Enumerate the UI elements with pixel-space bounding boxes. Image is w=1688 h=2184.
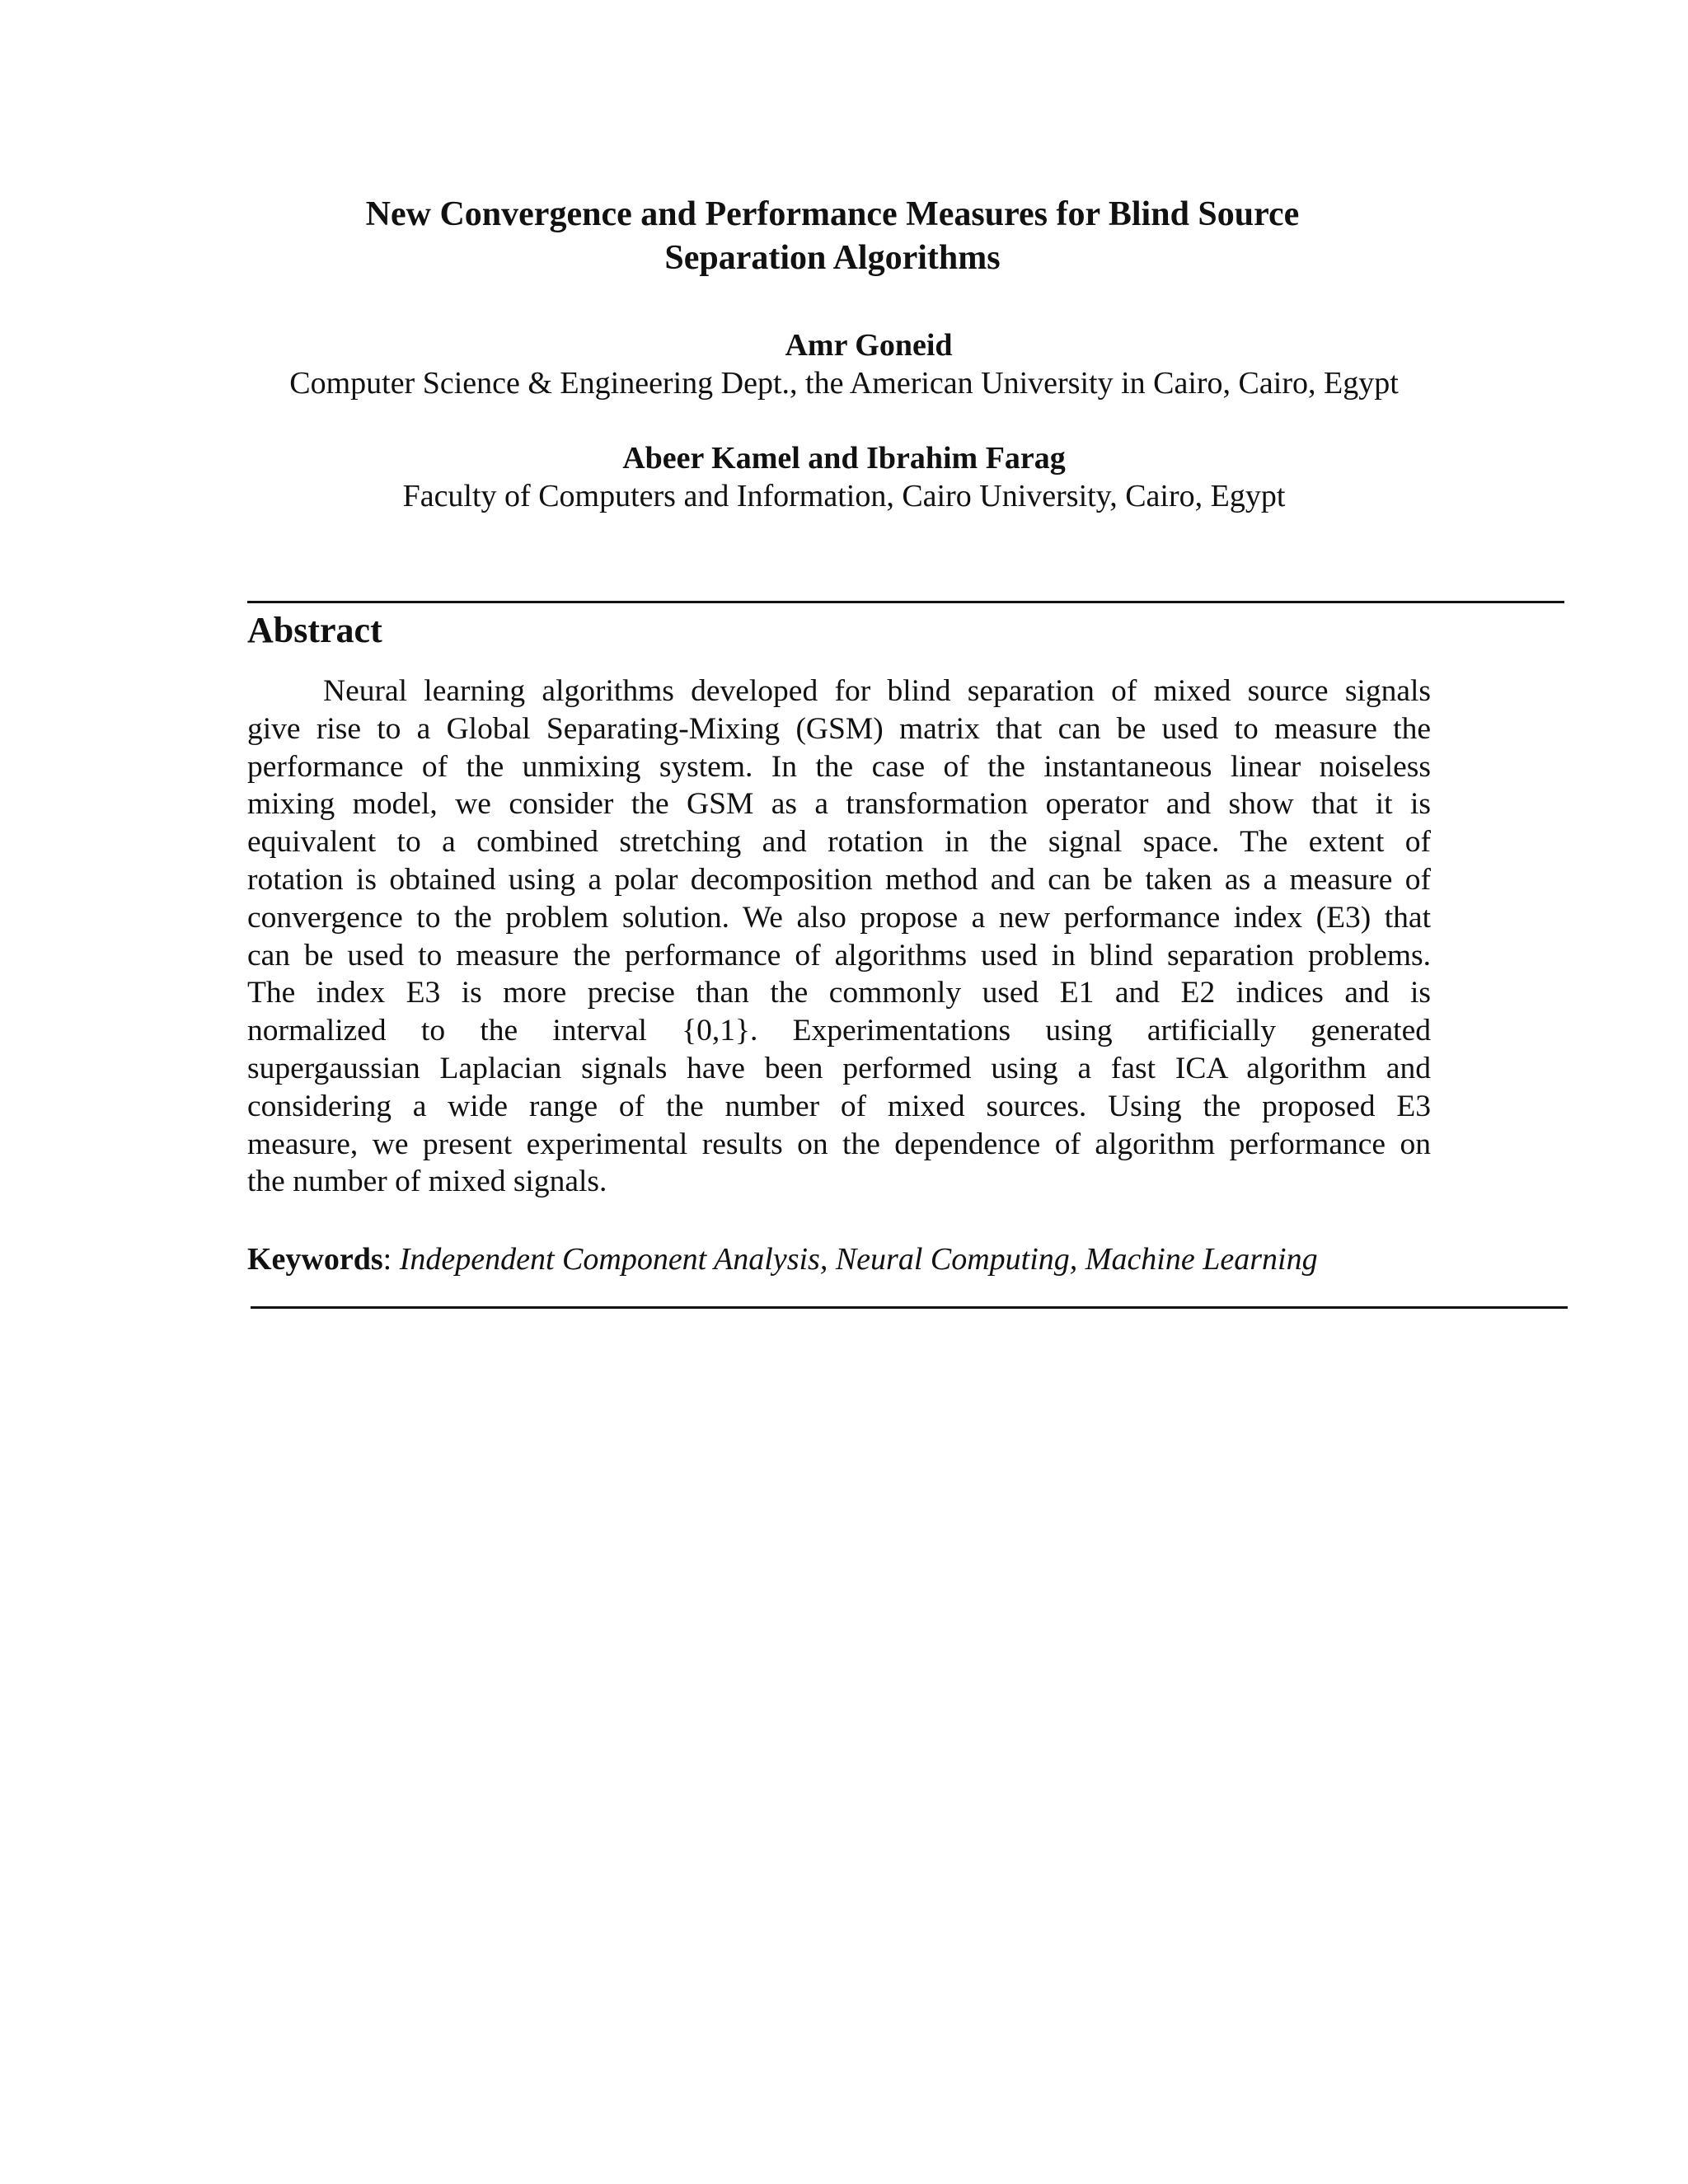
abstract-body — [247, 673, 1431, 1201]
title-line-1: New Convergence and Performance Measures for Blind Source — [365, 195, 1300, 233]
abstract-line: The index E3 is more precise than the commonly used E1 and E2 indices and is — [247, 976, 1431, 1010]
keywords — [247, 1240, 1318, 1278]
abstract-line: equivalent to a combined stretching and rotation in the signal space. The extent of — [247, 825, 1431, 860]
abstract-line: Neural learning algorithms developed for blind separation of mixed source signals — [323, 674, 1431, 708]
abstract-line: the number of mixed signals. — [247, 1165, 607, 1199]
abstract-heading: Abstract — [247, 610, 382, 650]
abstract-line: convergence to the problem solution. We also propose a new performance index (E3) that — [247, 900, 1431, 935]
abstract-line: performance of the unmixing system. In the case of the instantaneous linear noiseless — [247, 749, 1431, 784]
abstract-line: give rise to a Global Separating-Mixing (GSM) matrix that can be used to measure the — [247, 711, 1431, 746]
abstract-line: can be used to measure the performance of algorithms used in blind separation problems. — [247, 938, 1431, 972]
author-name: Amr Goneid — [785, 328, 953, 363]
abstract-line: normalized to the interval {0,1}. Experimentations using artificially generated — [247, 1014, 1431, 1048]
author-affiliation: Faculty of Computers and Information, Cairo University, Cairo, Egypt — [402, 479, 1286, 513]
abstract-line: considering a wide range of the number of mixed sources. Using the proposed E3 — [247, 1089, 1431, 1123]
title-line-2: Separation Algorithms — [664, 239, 1001, 277]
keywords-label: Keywords — [247, 1242, 383, 1277]
author-affiliation: Computer Science & Engineering Dept., the American University in Cairo, Cairo, Egypt — [289, 366, 1399, 401]
keywords-separator: : — [382, 1242, 400, 1277]
abstract-line: mixing model, we consider the GSM as a transformation operator and show that it is — [247, 787, 1431, 822]
paper-title — [247, 193, 1418, 280]
section-divider-top — [247, 601, 1564, 603]
abstract-line: measure, we present experimental results on the dependence of algorithm performance on — [247, 1127, 1431, 1161]
keywords-list: Independent Component Analysis, Neural Computing, Machine Learning — [399, 1242, 1318, 1277]
author-name: Abeer Kamel and Ibrahim Farag — [622, 441, 1066, 476]
abstract-line: supergaussian Laplacian signals have been performed using a fast ICA algorithm and — [247, 1051, 1431, 1085]
abstract-line: rotation is obtained using a polar decomposition method and can be taken as a measure of — [247, 862, 1431, 897]
section-divider-bottom — [251, 1306, 1568, 1309]
